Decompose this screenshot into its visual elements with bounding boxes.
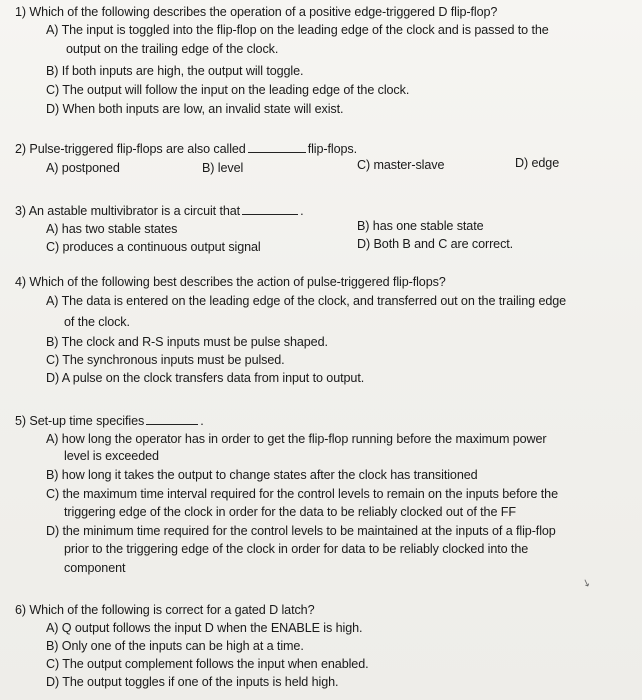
answer-blank [248,151,306,153]
question-4-option-a[interactable]: A) The data is entered on the leading edge of the clock, and transferred out on the trailing edge [46,294,567,308]
question-2-stem [15,141,357,157]
question-5-option-c-cont: triggering edge of the clock in order for the data to be reliably clocked out of the FF [64,505,516,519]
question-1-option-d[interactable]: D) When both inputs are low, an invalid state will exist. [46,102,344,116]
question-5-option-d-cont-1: prior to the triggering edge of the clock in order for data to be reliably clocked into the [64,542,529,556]
question-5-option-d-cont-2: component [64,561,126,575]
question-2-stem-end: flip-flops. [307,142,357,156]
question-2-stem-text: 2) Pulse-triggered flip-flops are also called [15,142,246,156]
question-4-option-d[interactable]: D) A pulse on the clock transfers data from input to output. [46,371,365,385]
question-6-option-a[interactable]: A) Q output follows the input D when the ENABLE is high. [46,621,363,635]
question-2-option-c[interactable]: C) master-slave [357,158,445,172]
question-5-option-a[interactable]: A) how long the operator has in order to get the flip-flop running before the maximum power [46,432,547,446]
question-5-option-b[interactable]: B) how long it takes the output to change states after the clock has transitioned [46,468,478,482]
question-5-option-d[interactable]: D) the minimum time required for the control levels to be maintained at the inputs of a flip-flop [46,524,556,538]
answer-blank [146,423,198,425]
question-1-option-b[interactable]: B) If both inputs are high, the output will toggle. [46,64,304,78]
question-1-option-c[interactable]: C) The output will follow the input on the leading edge of the clock. [46,83,410,97]
question-4-option-c[interactable]: C) The synchronous inputs must be pulsed. [46,353,285,367]
question-1-option-a[interactable]: A) The input is toggled into the flip-flop on the leading edge of the clock and is passed to the [46,23,549,37]
question-5-option-a-cont: level is exceeded [64,449,159,463]
question-3-stem [15,203,304,219]
question-6-option-b[interactable]: B) Only one of the inputs can be high at a time. [46,639,304,653]
question-4-stem: 4) Which of the following best describes the action of pulse-triggered flip-flops? [15,275,446,289]
question-6-stem: 6) Which of the following is correct for a gated D latch? [15,603,315,617]
question-6-option-c[interactable]: C) The output complement follows the input when enabled. [46,657,369,671]
question-5-stem [15,413,204,429]
question-3-option-d[interactable]: D) Both B and C are correct. [357,237,514,251]
question-5-stem-end: . [200,414,204,428]
question-4-option-b[interactable]: B) The clock and R-S inputs must be pulse shaped. [46,335,328,349]
question-2-option-d[interactable]: D) edge [515,156,560,170]
question-3-option-a[interactable]: A) has two stable states [46,222,178,236]
question-1-stem: 1) Which of the following describes the operation of a positive edge-triggered D flip-flop? [15,5,498,19]
question-2-option-b[interactable]: B) level [202,161,244,175]
question-3-option-c[interactable]: C) produces a continuous output signal [46,240,261,254]
question-5-option-c[interactable]: C) the maximum time interval required for the control levels to remain on the inputs before the [46,487,558,501]
question-5-stem-text: 5) Set-up time specifies [15,414,145,428]
question-2-option-a[interactable]: A) postponed [46,161,120,175]
question-6-option-d[interactable]: D) The output toggles if one of the inputs is held high. [46,675,339,689]
question-4-option-a-cont: of the clock. [64,315,130,329]
question-3-stem-text: 3) An astable multivibrator is a circuit that [15,204,241,218]
answer-blank [242,213,298,215]
question-3-option-b[interactable]: B) has one stable state [357,219,484,233]
pen-mark: ↘ [580,576,593,591]
question-1-option-a-cont: output on the trailing edge of the clock. [66,42,279,56]
question-3-stem-end: . [300,204,304,218]
